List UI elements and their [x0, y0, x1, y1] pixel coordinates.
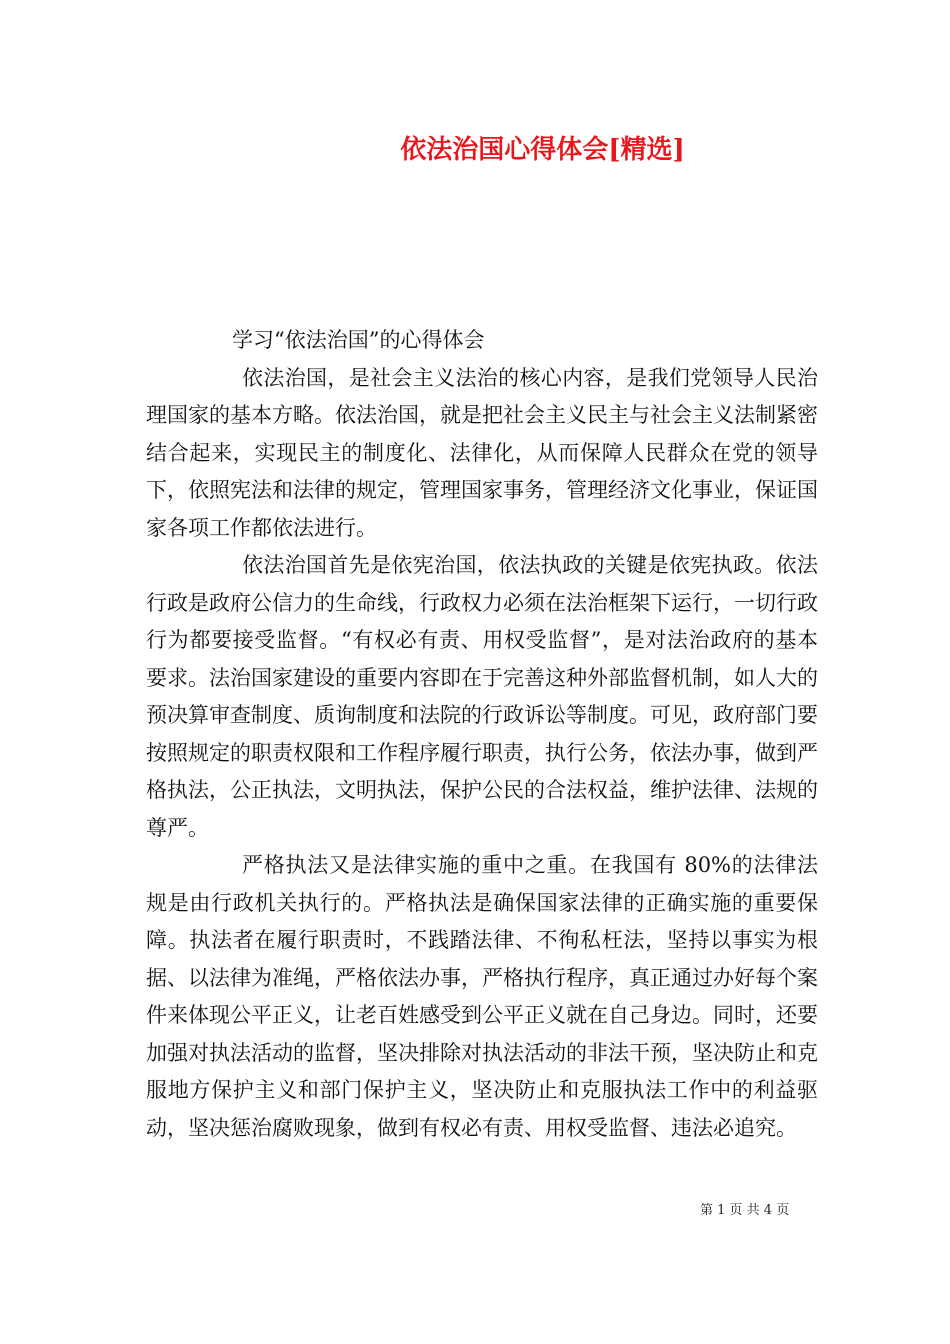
page-number-footer: 第 1 页 共 4 页: [700, 1203, 790, 1218]
document-body: [146, 322, 818, 1147]
document-subtitle: 学习“依法治国”的心得体会: [232, 328, 485, 352]
document-title: 依法治国心得体会[精选]: [400, 135, 685, 165]
paragraph-1: 依法治国，是社会主义法治的核心内容，是我们党领导人民治理国家的基本方略。依法治国，就是把社会主义民主与社会主义法制紧密结合起来，实现民主的制度化、法律化，从而保障人民群众在党的领导下，依照宪法和法律的规定，管理国家事务，管理经济文化事业，保证国家各项工作都依法进行。: [146, 365, 818, 540]
paragraph-3: 严格执法又是法律实施的重中之重。在我国有 80%的法律法规是由行政机关执行的。严格执法是确保国家法律的正确实施的重要保障。执法者在履行职责时，不践踏法律、不徇私枉法，坚持以事实为根据、以法律为准绳，严格依法办事，严格执行程序，真正通过办好每个案件来体现公平正义，让老百姓感受到公平正义就在自己身边。同时，还要加强对执法活动的监督，坚决排除对执法活动的非法干预，坚决防止和克服地方保护主义和部门保护主义，坚决防止和克服执法工作中的利益驱动，坚决惩治腐败现象，做到有权必有责、用权受监督、违法必追究。: [146, 853, 818, 1140]
paragraph-2: 依法治国首先是依宪治国，依法执政的关键是依宪执政。依法行政是政府公信力的生命线，行政权力必须在法治框架下运行，一切行政行为都要接受监督。“有权必有责、用权受监督”，是对法治政府的基本要求。法治国家建设的重要内容即在于完善这种外部监督机制，如人大的预决算审查制度、质询制度和法院的行政诉讼等制度。可见，政府部门要按照规定的职责权限和工作程序履行职责，执行公务，依法办事，做到严格执法，公正执法，文明执法，保护公民的合法权益，维护法律、法规的尊严。: [146, 553, 818, 840]
